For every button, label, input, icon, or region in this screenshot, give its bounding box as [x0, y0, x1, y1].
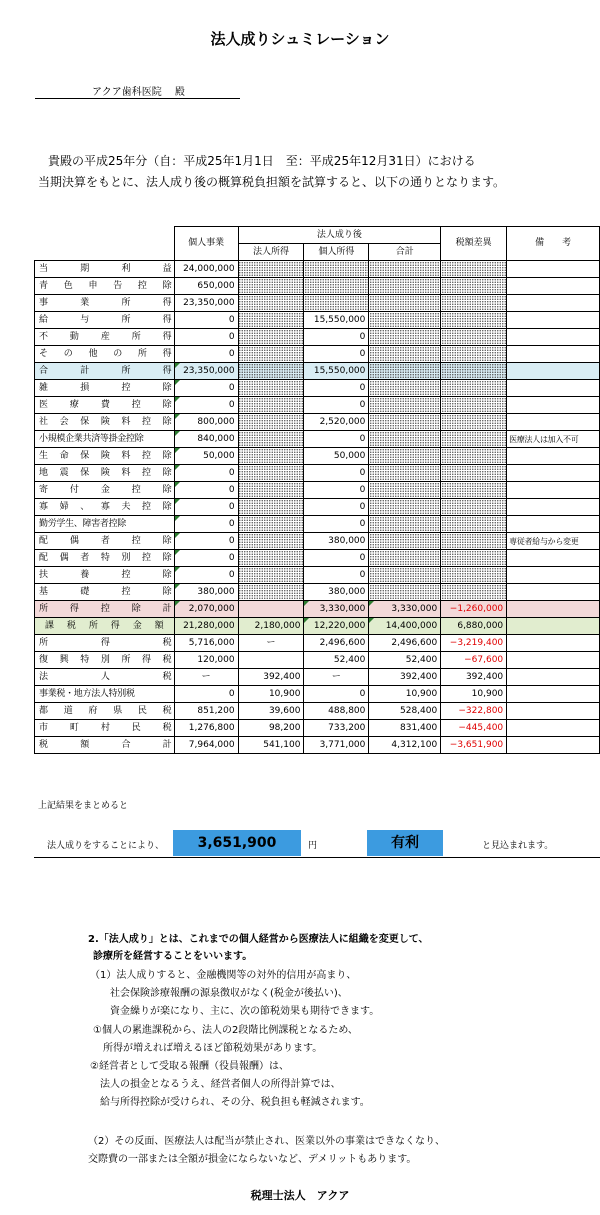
cell-tax-difference	[441, 584, 507, 601]
cell-remarks	[507, 363, 600, 380]
cell-corporate-income	[238, 329, 304, 346]
cell-corporate-income: 98,200	[238, 720, 304, 737]
cell-remarks	[507, 601, 600, 618]
row-label: 事業所得	[35, 295, 175, 312]
cell-remarks	[507, 584, 600, 601]
table-row	[35, 550, 600, 567]
cell-tax-difference: 6,880,000	[441, 618, 507, 635]
cell-total	[369, 499, 441, 516]
cell-tax-difference	[441, 550, 507, 567]
cell-personal-income: 15,550,000	[304, 312, 369, 329]
cell-remarks	[507, 618, 600, 635]
cell-individual: 840,000	[174, 431, 238, 448]
cell-individual: 50,000	[174, 448, 238, 465]
row-label: 合計所得	[35, 363, 175, 380]
table-row	[35, 465, 600, 482]
cell-remarks	[507, 278, 600, 295]
explanation-heading-2: 診療所を経営することをいいます。	[93, 951, 253, 962]
cell-corporate-income	[238, 363, 304, 380]
cell-total: 3,330,000	[369, 601, 441, 618]
table-row	[35, 346, 600, 363]
table-row	[35, 278, 600, 295]
cell-total	[369, 346, 441, 363]
cell-corporate-income	[238, 312, 304, 329]
cell-tax-difference: 392,400	[441, 669, 507, 686]
page-title: 法人成りシュミレーション	[210, 30, 390, 48]
cell-total	[369, 482, 441, 499]
cell-corporate-income	[238, 533, 304, 550]
cell-personal-income: 0	[304, 465, 369, 482]
cell-tax-difference: −322,800	[441, 703, 507, 720]
cell-tax-difference	[441, 448, 507, 465]
cell-remarks	[507, 380, 600, 397]
cell-tax-difference	[441, 516, 507, 533]
summary-underline	[34, 857, 600, 858]
cell-tax-difference	[441, 482, 507, 499]
cell-personal-income: 3,771,000	[304, 737, 369, 754]
row-label: その他の所得	[35, 346, 175, 363]
table-row	[35, 397, 600, 414]
cell-individual: 380,000	[174, 584, 238, 601]
explanation-paragraph: 資金繰りが楽になり、主に、次の節税効果も期待できます。	[110, 1006, 380, 1017]
cell-individual: 0	[174, 465, 238, 482]
cell-tax-difference	[441, 499, 507, 516]
explanation-paragraph: ②経営者として受取る報酬（役員報酬）は、	[90, 1061, 289, 1072]
cell-individual: 2,070,000	[174, 601, 238, 618]
cell-personal-income: 12,220,000	[304, 618, 369, 635]
recipient-name: アクア歯科医院 殿	[92, 87, 185, 98]
cell-personal-income: 0	[304, 686, 369, 703]
cell-corporate-income	[238, 380, 304, 397]
cell-individual: 5,716,000	[174, 635, 238, 652]
table-row	[35, 584, 600, 601]
row-label: 所得税	[35, 635, 175, 652]
table-row	[35, 312, 600, 329]
table-row	[35, 686, 600, 703]
cell-remarks	[507, 703, 600, 720]
header-individual: 個人事業	[174, 227, 238, 261]
table-row	[35, 669, 600, 686]
cell-remarks	[507, 635, 600, 652]
summary-suffix: と見込まれます。	[482, 841, 554, 851]
cell-individual: ー	[174, 669, 238, 686]
cell-corporate-income	[238, 499, 304, 516]
cell-total	[369, 516, 441, 533]
cell-tax-difference	[441, 329, 507, 346]
cell-corporate-income	[238, 465, 304, 482]
cell-individual: 24,000,000	[174, 261, 238, 278]
row-label: 市町村民税	[35, 720, 175, 737]
cell-corporate-income	[238, 431, 304, 448]
table-row	[35, 295, 600, 312]
cell-tax-difference: −67,600	[441, 652, 507, 669]
cell-tax-difference	[441, 465, 507, 482]
cell-personal-income: 733,200	[304, 720, 369, 737]
cell-personal-income: 0	[304, 380, 369, 397]
cell-personal-income: 0	[304, 499, 369, 516]
cell-total	[369, 567, 441, 584]
cell-corporate-income	[238, 516, 304, 533]
cell-total	[369, 397, 441, 414]
cell-tax-difference	[441, 278, 507, 295]
cell-personal-income: 0	[304, 550, 369, 567]
row-label: 所得控除計	[35, 601, 175, 618]
row-label: 医療費控除	[35, 397, 175, 414]
cell-corporate-income	[238, 550, 304, 567]
table-row	[35, 431, 600, 448]
cell-total	[369, 431, 441, 448]
row-label: 雑損控除	[35, 380, 175, 397]
cell-personal-income: 380,000	[304, 533, 369, 550]
explanation-heading-1: 2.「法人成り」とは、これまでの個人経営から医療法人に組織を変更して、	[88, 934, 429, 945]
cell-corporate-income	[238, 397, 304, 414]
cell-total: 14,400,000	[369, 618, 441, 635]
cell-corporate-income: 392,400	[238, 669, 304, 686]
table-row	[35, 448, 600, 465]
cell-personal-income: 0	[304, 431, 369, 448]
cell-remarks	[507, 312, 600, 329]
cell-remarks	[507, 516, 600, 533]
cell-personal-income: 0	[304, 516, 369, 533]
cell-personal-income: 0	[304, 397, 369, 414]
cell-total: 2,496,600	[369, 635, 441, 652]
table-row	[35, 329, 600, 346]
header-remarks: 備 考	[507, 227, 600, 261]
cell-total	[369, 261, 441, 278]
cell-corporate-income: 39,600	[238, 703, 304, 720]
cell-corporate-income	[238, 567, 304, 584]
cell-remarks	[507, 295, 600, 312]
cell-remarks	[507, 669, 600, 686]
cell-personal-income: 0	[304, 329, 369, 346]
cell-personal-income: 52,400	[304, 652, 369, 669]
cell-tax-difference	[441, 363, 507, 380]
cell-total: 528,400	[369, 703, 441, 720]
cell-total: 831,400	[369, 720, 441, 737]
row-label: 復興特別所得税	[35, 652, 175, 669]
cell-individual: 800,000	[174, 414, 238, 431]
cell-individual: 23,350,000	[174, 363, 238, 380]
cell-corporate-income	[238, 414, 304, 431]
cell-remarks	[507, 465, 600, 482]
cell-remarks	[507, 720, 600, 737]
cell-personal-income: 0	[304, 346, 369, 363]
cell-corporate-income	[238, 278, 304, 295]
cell-total	[369, 295, 441, 312]
explanation-paragraph: 給与所得控除が受けられ、その分、税負担も軽減されます。	[100, 1097, 370, 1108]
cell-remarks	[507, 448, 600, 465]
cell-personal-income: 2,496,600	[304, 635, 369, 652]
cell-total: 52,400	[369, 652, 441, 669]
cell-remarks	[507, 397, 600, 414]
table-row	[35, 363, 600, 380]
row-label: 勤労学生、障害者控除	[35, 516, 175, 533]
cell-personal-income: 50,000	[304, 448, 369, 465]
cell-remarks	[507, 737, 600, 754]
cell-corporate-income	[238, 448, 304, 465]
recipient-underline	[35, 98, 240, 99]
simulation-table	[34, 226, 600, 754]
cell-corporate-income: 2,180,000	[238, 618, 304, 635]
header-corporate-income: 法人所得	[238, 244, 304, 261]
cell-total	[369, 414, 441, 431]
cell-corporate-income	[238, 482, 304, 499]
cell-corporate-income	[238, 261, 304, 278]
cell-corporate-income	[238, 295, 304, 312]
header-after-incorporation: 法人成り後	[238, 227, 441, 244]
cell-personal-income	[304, 278, 369, 295]
table-row	[35, 567, 600, 584]
cell-individual: 7,964,000	[174, 737, 238, 754]
cell-tax-difference	[441, 567, 507, 584]
table-row	[35, 380, 600, 397]
cell-corporate-income	[238, 652, 304, 669]
row-label: 給与所得	[35, 312, 175, 329]
cell-total: 392,400	[369, 669, 441, 686]
cell-remarks	[507, 329, 600, 346]
cell-tax-difference	[441, 533, 507, 550]
row-label: 地震保険料控除	[35, 465, 175, 482]
summary-prefix: 法人成りをすることにより、	[47, 841, 165, 851]
cell-individual: 0	[174, 499, 238, 516]
cell-tax-difference	[441, 346, 507, 363]
row-label: 配偶者特別控除	[35, 550, 175, 567]
cell-individual: 0	[174, 380, 238, 397]
intro-line-2: 当期決算をもとに、法人成り後の概算税負担額を試算すると、以下の通りとなります。	[38, 175, 506, 189]
cell-individual: 0	[174, 533, 238, 550]
cell-corporate-income: 10,900	[238, 686, 304, 703]
verdict-badge: 有利	[367, 830, 443, 856]
explanation-paragraph: （2）その反面、医療法人は配当が禁止され、医業以外の事業はできなくなり、	[88, 1136, 445, 1147]
header-total: 合計	[369, 244, 441, 261]
cell-tax-difference	[441, 414, 507, 431]
cell-tax-difference	[441, 397, 507, 414]
cell-individual: 23,350,000	[174, 295, 238, 312]
cell-personal-income: 380,000	[304, 584, 369, 601]
row-label: 課税所得金額	[35, 618, 175, 635]
explanation-paragraph: 交際費の一部または全額が損金にならないなど、デメリットもあります。	[88, 1154, 417, 1165]
table-row	[35, 516, 600, 533]
row-label: 社会保険料控除	[35, 414, 175, 431]
row-label: 当期利益	[35, 261, 175, 278]
cell-corporate-income: 541,100	[238, 737, 304, 754]
row-label: 小規模企業共済等掛金控除	[35, 431, 175, 448]
cell-tax-difference: −1,260,000	[441, 601, 507, 618]
cell-individual: 0	[174, 329, 238, 346]
cell-personal-income: 0	[304, 567, 369, 584]
summary-label: 上記結果をまとめると	[38, 801, 129, 811]
cell-remarks	[507, 482, 600, 499]
row-label: 生命保険料控除	[35, 448, 175, 465]
cell-personal-income	[304, 261, 369, 278]
cell-tax-difference: −445,400	[441, 720, 507, 737]
cell-remarks	[507, 550, 600, 567]
explanation-paragraph: 法人の損金となるうえ、経営者個人の所得計算では、	[100, 1079, 341, 1090]
explanation-paragraph: 社会保険診療報酬の源泉徴収がなく(税金が後払い)、	[110, 988, 348, 999]
explanation-paragraph: 所得が増えれば増えるほど節税効果があります。	[103, 1043, 323, 1054]
header-personal-income: 個人所得	[304, 244, 369, 261]
header-blank	[35, 244, 175, 261]
explanation-paragraph: ①個人の累進課税から、法人の2段階比例課税となるため、	[93, 1025, 358, 1036]
row-label: 事業税・地方法人特別税	[35, 686, 175, 703]
cell-personal-income: 3,330,000	[304, 601, 369, 618]
cell-tax-difference: 10,900	[441, 686, 507, 703]
cell-remarks	[507, 414, 600, 431]
table-row	[35, 635, 600, 652]
cell-total: 10,900	[369, 686, 441, 703]
cell-personal-income: ー	[304, 669, 369, 686]
cell-total	[369, 329, 441, 346]
savings-amount: 3,651,900	[173, 830, 301, 856]
row-label: 不動産所得	[35, 329, 175, 346]
cell-tax-difference: −3,219,400	[441, 635, 507, 652]
row-label: 寄付金控除	[35, 482, 175, 499]
cell-tax-difference	[441, 295, 507, 312]
table-row	[35, 618, 600, 635]
cell-corporate-income: ー	[238, 635, 304, 652]
cell-total	[369, 584, 441, 601]
cell-individual: 21,280,000	[174, 618, 238, 635]
cell-personal-income: 2,520,000	[304, 414, 369, 431]
table-row	[35, 499, 600, 516]
table-row	[35, 482, 600, 499]
cell-total	[369, 278, 441, 295]
cell-individual: 1,276,800	[174, 720, 238, 737]
cell-total	[369, 550, 441, 567]
cell-remarks	[507, 499, 600, 516]
cell-personal-income: 0	[304, 482, 369, 499]
header-blank	[35, 227, 175, 244]
explanation-paragraph: （1）法人成りすると、金融機関等の対外的信用が高まり、	[90, 970, 357, 981]
cell-individual: 0	[174, 567, 238, 584]
currency-unit: 円	[308, 841, 318, 851]
table-row	[35, 601, 600, 618]
cell-individual: 0	[174, 686, 238, 703]
cell-individual: 851,200	[174, 703, 238, 720]
table-row	[35, 652, 600, 669]
cell-individual: 0	[174, 346, 238, 363]
row-label: 都道府県民税	[35, 703, 175, 720]
cell-tax-difference	[441, 431, 507, 448]
cell-corporate-income	[238, 584, 304, 601]
cell-tax-difference	[441, 261, 507, 278]
table-row	[35, 533, 600, 550]
footer-firm-name: 税理士法人 アクア	[250, 1189, 350, 1202]
cell-personal-income	[304, 295, 369, 312]
cell-personal-income: 488,800	[304, 703, 369, 720]
cell-individual: 0	[174, 397, 238, 414]
cell-remarks: 専従者給与から変更	[507, 533, 600, 550]
cell-remarks: 医療法人は加入不可	[507, 431, 600, 448]
intro-line-1: 貴殿の平成25年分（自：平成25年1月1日 至：平成25年12月31日）における	[48, 154, 476, 168]
cell-total	[369, 465, 441, 482]
row-label: 扶養控除	[35, 567, 175, 584]
cell-remarks	[507, 346, 600, 363]
cell-individual: 0	[174, 482, 238, 499]
row-label: 青色申告控除	[35, 278, 175, 295]
cell-remarks	[507, 261, 600, 278]
cell-total	[369, 448, 441, 465]
cell-total: 4,312,100	[369, 737, 441, 754]
cell-remarks	[507, 652, 600, 669]
cell-individual: 0	[174, 550, 238, 567]
cell-tax-difference	[441, 312, 507, 329]
cell-total	[369, 363, 441, 380]
cell-individual: 120,000	[174, 652, 238, 669]
table-row	[35, 703, 600, 720]
cell-corporate-income	[238, 346, 304, 363]
header-tax-difference: 税額差異	[441, 227, 507, 261]
cell-total	[369, 312, 441, 329]
cell-corporate-income	[238, 601, 304, 618]
cell-tax-difference: −3,651,900	[441, 737, 507, 754]
table-row	[35, 720, 600, 737]
row-label: 配偶者控除	[35, 533, 175, 550]
cell-tax-difference	[441, 380, 507, 397]
cell-total	[369, 380, 441, 397]
cell-remarks	[507, 686, 600, 703]
cell-remarks	[507, 567, 600, 584]
row-label: 基礎控除	[35, 584, 175, 601]
row-label: 税額合計	[35, 737, 175, 754]
row-label: 寡婦、寡夫控除	[35, 499, 175, 516]
cell-individual: 650,000	[174, 278, 238, 295]
cell-individual: 0	[174, 312, 238, 329]
cell-personal-income: 15,550,000	[304, 363, 369, 380]
table-row	[35, 737, 600, 754]
cell-total	[369, 533, 441, 550]
table-row	[35, 414, 600, 431]
table-row	[35, 261, 600, 278]
cell-individual: 0	[174, 516, 238, 533]
row-label: 法人税	[35, 669, 175, 686]
